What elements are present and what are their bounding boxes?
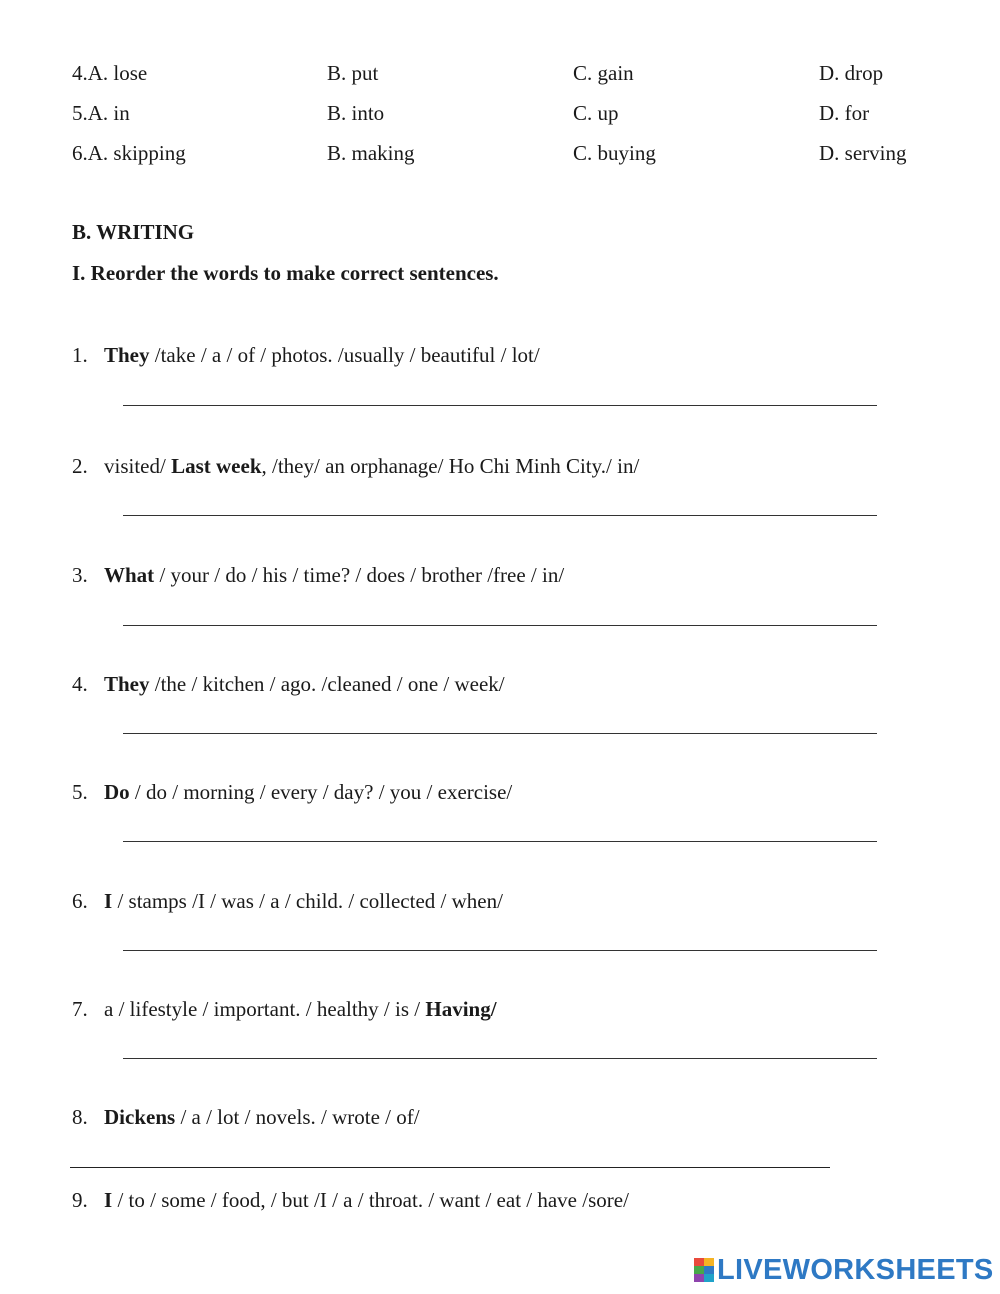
question-text-pre: visited/	[104, 454, 172, 478]
question-keyword: Dickens	[104, 1105, 176, 1129]
question-number: 1.	[72, 343, 88, 367]
question-number: 9.	[72, 1188, 88, 1212]
instruction: I. Reorder the words to make correct sentences.	[72, 261, 499, 285]
question-text-pre: a / lifestyle / important. / healthy / is /	[104, 997, 426, 1021]
question-8	[72, 1105, 420, 1130]
question-keyword: Last week	[171, 454, 262, 478]
answer-line-1[interactable]	[123, 405, 877, 406]
question-5	[72, 780, 512, 805]
question-2	[72, 454, 639, 479]
option-b[interactable]: B. put	[327, 61, 379, 85]
option-a[interactable]: 6.A. skipping	[72, 141, 186, 165]
question-number: 6.	[72, 889, 88, 913]
option-d[interactable]: D. serving	[819, 141, 907, 165]
answer-line-4[interactable]	[123, 733, 877, 734]
question-number: 7.	[72, 997, 88, 1021]
option-d[interactable]: D. drop	[819, 61, 884, 85]
question-keyword: They	[104, 672, 150, 696]
option-c[interactable]: C. gain	[573, 61, 634, 85]
question-keyword: What	[104, 563, 155, 587]
logo-text: LIVEWORKSHEETS	[717, 1254, 994, 1286]
option-b[interactable]: B. making	[327, 141, 415, 165]
question-keyword: Having/	[425, 997, 497, 1021]
question-number: 8.	[72, 1105, 88, 1129]
question-text-post: /take / a / of / photos. /usually / beautiful / lot/	[149, 343, 540, 367]
option-c[interactable]: C. buying	[573, 141, 656, 165]
answer-line-8[interactable]	[70, 1167, 830, 1168]
answer-line-6[interactable]	[123, 950, 877, 951]
option-c[interactable]: C. up	[573, 101, 619, 125]
section-title: B. WRITING	[72, 220, 195, 244]
question-keyword: I	[104, 889, 113, 913]
question-7	[72, 997, 497, 1022]
question-number: 2.	[72, 454, 88, 478]
question-text-post: / a / lot / novels. / wrote / of/	[175, 1105, 420, 1129]
options-row-6	[72, 141, 932, 167]
answer-line-5[interactable]	[123, 841, 877, 842]
question-keyword: They	[104, 343, 150, 367]
question-text-post: / your / do / his / time? / does / brother /free / in/	[154, 563, 565, 587]
question-number: 5.	[72, 780, 88, 804]
question-3	[72, 563, 564, 588]
options-row-4	[72, 61, 932, 87]
answer-line-3[interactable]	[123, 625, 877, 626]
liveworksheets-logo	[694, 1255, 994, 1285]
option-b[interactable]: B. into	[327, 101, 385, 125]
logo-blocks-icon	[694, 1258, 714, 1282]
option-d[interactable]: D. for	[819, 101, 870, 125]
question-keyword: Do	[104, 780, 130, 804]
question-number: 4.	[72, 672, 88, 696]
question-text-post: , /they/ an orphanage/ Ho Chi Minh City./ in/	[261, 454, 640, 478]
question-4	[72, 672, 505, 697]
answer-line-7[interactable]	[123, 1058, 877, 1059]
options-row-5	[72, 101, 932, 127]
question-text-post: / stamps /I / was / a / child. / collected / when/	[112, 889, 503, 913]
question-text-post: / do / morning / every / day? / you / exercise/	[129, 780, 513, 804]
question-text-post: / to / some / food, / but /I / a / throat. / want / eat / have /sore/	[112, 1188, 629, 1212]
option-a[interactable]: 5.A. in	[72, 101, 130, 125]
question-number: 3.	[72, 563, 88, 587]
question-keyword: I	[104, 1188, 113, 1212]
question-6	[72, 889, 503, 914]
question-9	[72, 1188, 629, 1213]
question-text-post: /the / kitchen / ago. /cleaned / one / week/	[149, 672, 505, 696]
option-a[interactable]: 4.A. lose	[72, 61, 148, 85]
answer-line-2[interactable]	[123, 515, 877, 516]
question-1	[72, 343, 540, 368]
